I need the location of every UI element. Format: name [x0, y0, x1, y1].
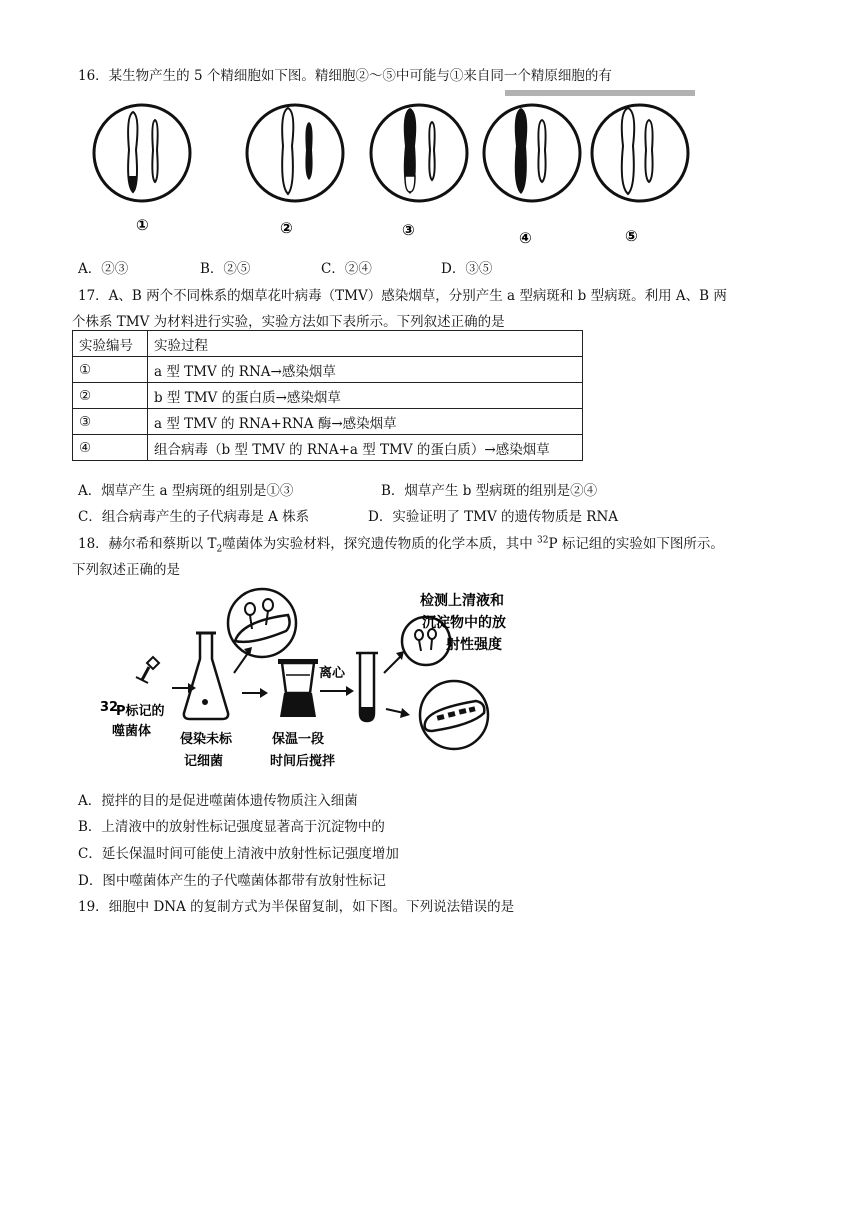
blender-icon — [278, 659, 318, 717]
table-cell: a 型 TMV 的 RNA→感染烟草 — [148, 357, 583, 383]
q16-stem: 16．某生物产生的 5 个精细胞如下图。精细胞②～⑤中可能与①来自同一个精原细胞的有 — [78, 68, 612, 84]
experiment-table — [72, 330, 583, 461]
table-header-cell: 实验过程 — [148, 331, 583, 357]
phage-label-1: P标记的 — [116, 704, 165, 719]
cell-label-5: ⑤ — [625, 227, 638, 245]
q17-option-b: B．烟草产生 b 型病斑的组别是②④ — [381, 483, 598, 499]
cell-label-4: ④ — [519, 229, 532, 247]
q18-stem-mid: 噬菌体为实验材料，探究遗传物质的化学本质，其中 — [222, 536, 538, 552]
q16-option-d: D．③⑤ — [441, 261, 493, 277]
q18-option-c: C．延长保温时间可能使上清液中放射性标记强度增加 — [78, 846, 399, 862]
cell-1 — [94, 105, 190, 201]
cell-label-1: ① — [136, 216, 149, 234]
centrifuge-label: 离心 — [319, 666, 346, 681]
q17-option-a: A．烟草产生 a 型病斑的组别是①③ — [78, 483, 294, 499]
table-header-row — [73, 331, 583, 357]
q16-figure — [85, 90, 697, 250]
table-cell: ② — [73, 383, 148, 409]
pellet-inset — [420, 681, 488, 749]
detect-label-3: 射性强度 — [446, 637, 502, 653]
q18-stem-line2: 下列叙述正确的是 — [72, 562, 180, 578]
cell-4 — [484, 105, 580, 201]
q18-stem-post: P 标记组的实验如下图所示。 — [548, 536, 724, 552]
cell-3 — [371, 105, 467, 201]
phage-label-2: 噬菌体 — [112, 724, 152, 739]
phage-icon — [136, 657, 159, 683]
q18-option-d: D．图中噬菌体产生的子代噬菌体都带有放射性标记 — [78, 873, 386, 889]
incubate-label-1: 保温一段 — [272, 732, 325, 747]
cell-5 — [592, 105, 688, 201]
table-row — [73, 435, 583, 461]
q18-option-b: B．上清液中的放射性标记强度显著高于沉淀物中的 — [78, 819, 385, 835]
table-cell: ① — [73, 357, 148, 383]
table-cell: ④ — [73, 435, 148, 461]
q17-stem-line1: 17．A、B 两个不同株系的烟草花叶病毒（TMV）感染烟草，分别产生 a 型病斑和 b 型病斑。利用 A、B 两 — [78, 288, 727, 304]
infect-label-1: 侵染未标 — [180, 732, 233, 747]
q18-stem-sup: 32 — [537, 535, 549, 546]
cell-label-2: ② — [280, 219, 293, 237]
table-header-cell: 实验编号 — [73, 331, 148, 357]
q19-stem: 19．细胞中 DNA 的复制方式为半保留复制，如下图。下列说法错误的是 — [78, 899, 515, 915]
table-cell: 组合病毒（b 型 TMV 的 RNA+a 型 TMV 的蛋白质）→感染烟草 — [148, 435, 583, 461]
q18-stem-line1 — [78, 532, 724, 555]
table-row — [73, 383, 583, 409]
q16-option-b: B．②⑤ — [200, 261, 251, 277]
q18-option-a: A．搅拌的目的是促进噬菌体遗传物质注入细菌 — [78, 793, 358, 809]
q18-stem-sub: 2 — [216, 544, 223, 555]
q17-option-d: D．实验证明了 TMV 的遗传物质是 RNA — [368, 509, 619, 525]
flask-icon — [184, 633, 228, 719]
detect-label-2: 沉淀物中的放 — [422, 615, 506, 631]
infection-inset — [228, 589, 296, 657]
q17-option-c: C．组合病毒产生的子代病毒是 A 株系 — [78, 509, 310, 525]
incubate-label-2: 时间后搅拌 — [270, 754, 336, 769]
cell-label-3: ③ — [402, 221, 415, 239]
infect-label-2: 记细菌 — [184, 754, 224, 769]
detect-label-1: 检测上清液和 — [420, 593, 504, 609]
q16-option-a: A．②③ — [78, 261, 129, 277]
table-row — [73, 409, 583, 435]
table-cell: ③ — [73, 409, 148, 435]
table-cell: b 型 TMV 的蛋白质→感染烟草 — [148, 383, 583, 409]
table-row — [73, 357, 583, 383]
test-tube-icon — [356, 653, 378, 721]
phage-label-sup: 32 — [100, 700, 119, 715]
q17-stem-line2: 个株系 TMV 为材料进行实验，实验方法如下表所示。下列叙述正确的是 — [72, 314, 505, 330]
q18-figure — [92, 585, 562, 775]
table-cell: a 型 TMV 的 RNA+RNA 酶→感染烟草 — [148, 409, 583, 435]
q16-option-c: C．②④ — [321, 261, 372, 277]
q18-stem-pre: 18．赫尔希和蔡斯以 T — [78, 536, 217, 552]
cell-2 — [247, 105, 343, 201]
